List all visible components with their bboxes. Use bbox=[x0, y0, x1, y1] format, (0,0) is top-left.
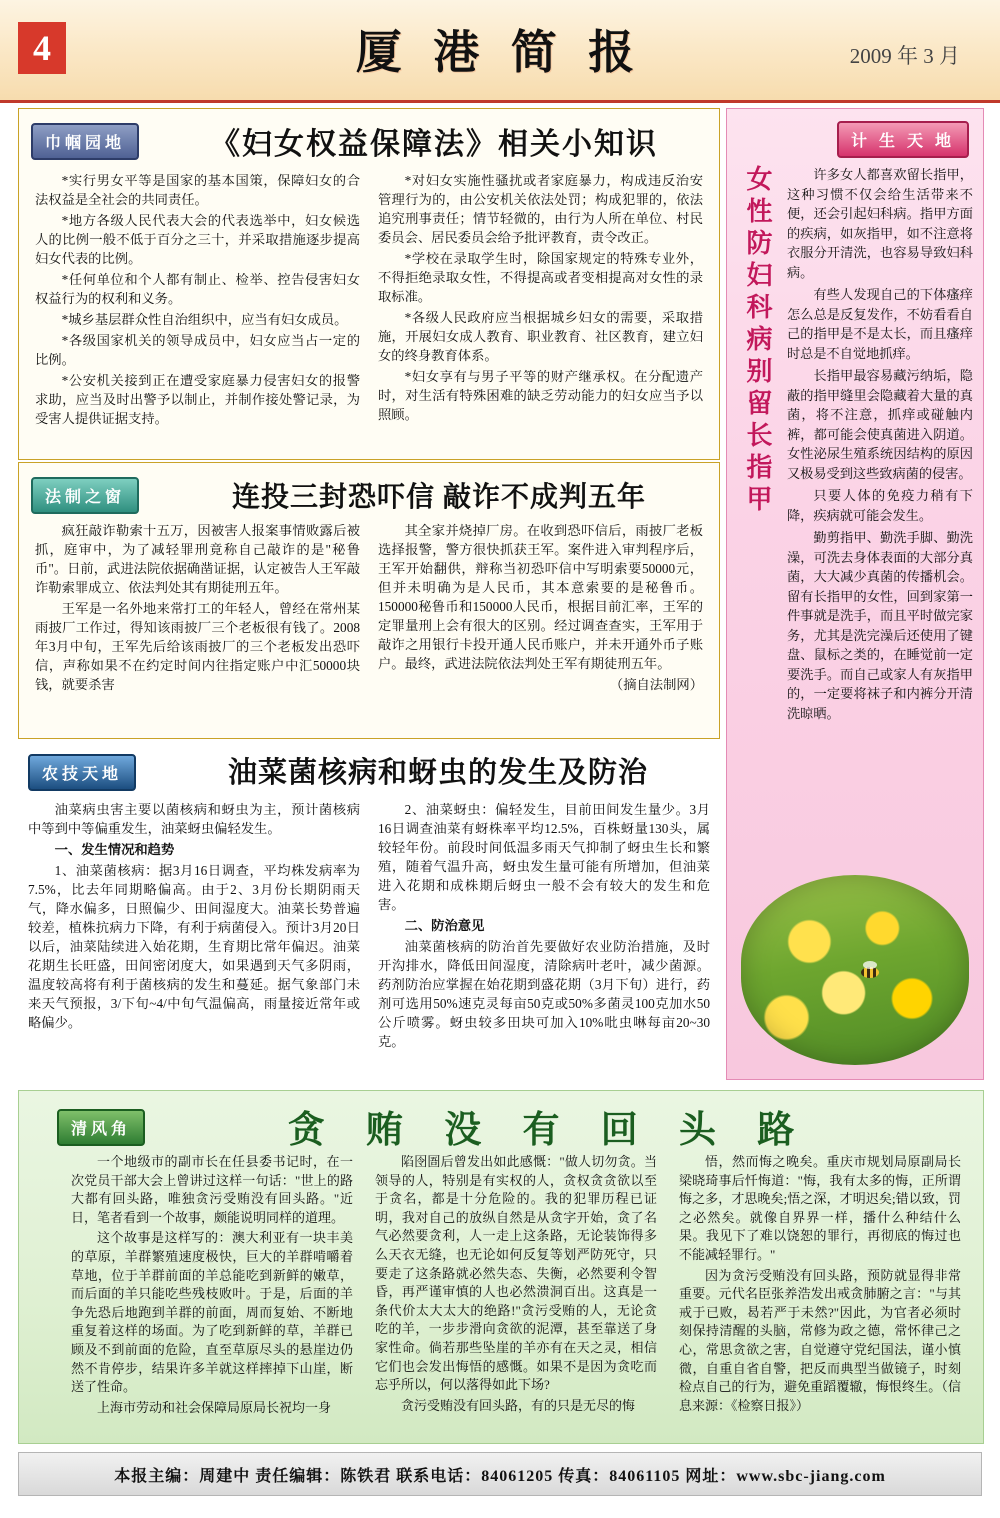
paragraph: *学校在录取学生时，除国家规定的特殊专业外，不得拒绝录取女性，不得提高或者变相提高对女性的录取标准。 bbox=[378, 251, 703, 304]
section-tag-law bbox=[31, 477, 139, 514]
paragraph: 许多女人都喜欢留长指甲，这种习惯不仅会给生活带来不便，还会引起妇科病。指甲方面的疾病，如灰指甲，如不注意将衣服分开清洗，也容易导致妇科病。 bbox=[787, 167, 973, 280]
article-corruption bbox=[18, 1090, 984, 1444]
paragraph: *妇女享有与男子平等的财产继承权。在分配遗产时，对生活有特殊困难的缺乏劳动能力的妇女应当予以照顾。 bbox=[378, 369, 703, 422]
paragraph: 2、油菜蚜虫：偏轻发生，目前田间发生量少。3月16日调查油菜有蚜株率平均12.5%，百株蚜量130头，属较轻年份。前段时间低温多雨天气抑制了蚜虫生长和繁殖，随着气温升高，蚜虫发生量可能有所增加，但油菜进入花期和成株期后蚜虫一般不会有较大的发生和危害。 bbox=[378, 802, 710, 912]
paragraph: *实行男女平等是国家的基本国策，保障妇女的合法权益是全社会的共同责任。 bbox=[35, 173, 360, 207]
section-tag-label: 农技天地 bbox=[28, 754, 136, 791]
section-tag-family-planning bbox=[837, 121, 969, 158]
section-tag-label: 法制之窗 bbox=[31, 477, 139, 514]
paragraph: 因为贪污受贿没有回头路，预防就显得非常重要。元代名臣张养浩发出戒贪肺腑之言："与其戒于已败，曷若严于未然?"因此，为官者必须时刻保持清醒的头脑，常修为政之德，常怀律己之心，常思贪欲之害，自觉遵守党纪国法，谨小慎微，自重自省自警，把反而典型当做镜子，时刻检点自己的行为，避免重蹈覆辙，悔恨终生。（信息来源：《检察日报》） bbox=[679, 1267, 961, 1413]
paragraph: 长指甲最容易藏污纳垢，隐蔽的指甲缝里会隐藏着大量的真菌，将不注意，抓痒或碰触内裤，都可能会使真菌进入阴道。女性泌尿生殖系统因结构的原因又极易受到这些致病菌的侵害。 bbox=[787, 368, 973, 481]
paragraph: 疯狂敲诈勒索十五万，因被害人报案事情败露后被抓，庭审中，为了减轻罪刑竟称自己敲诈的是"秘鲁币"。日前，武进法院依据确凿证据，认定被告人王军敲诈勒索罪成立、依法判处其有期徒刑五年。 bbox=[35, 523, 360, 595]
footer-masthead-info: 本报主编：周建中 责任编辑：陈铁君 联系电话：84061205 传真：84061105 网址：www.sbc-jiang.com bbox=[18, 1452, 982, 1496]
page-number: 4 bbox=[18, 22, 66, 74]
article-body-corruption-col1 bbox=[71, 1153, 353, 1419]
paragraph: *对妇女实施性骚扰或者家庭暴力，构成违反治安管理行为的，由公安机关依法处罚；构成犯罪的，依法追究刑事责任；情节轻微的，由行为人所在单位、村民委员会、居民委员会给予批评教育，责令改正。 bbox=[378, 173, 703, 245]
article-title-extortion: 连投三封恐吓信 敲诈不成判五年 bbox=[231, 482, 646, 513]
paragraph: 其全家并烧掉厂房。在收到恐吓信后，雨披厂老板选择报警，警方很快抓获王军。案件进入审判程序后，王军开始翻供，辩称当初恐吓信中写明索要50000元，但并未明确为是人民币，其本意索要的是秘鲁币。150000秘鲁币和150000人民币，根据目前汇率，王军的定罪量刑上会有很大的区别。经过调查查实，王军用于敲诈之用银行卡投开通人民币账户，并未开通外币子账户。最终，武进法院依法判处王军有期徒刑五年。 bbox=[378, 523, 703, 671]
paragraph: 1、油菜菌核病：据3月16日调查，平均株发病率为7.5%，比去年同期略偏高。由于2、3月份长期阴雨天气，降水偏多，日照偏少、田间湿度大。油菜长势普遍较差，植株抗病力下降，有利于病菌侵入。预计3月20日以后，油菜陆续进入始花期，生育期比常年偏迟。油菜花期生长旺盛，田间密闭度大，如果遇到天气多阴雨，温度较高将有利于菌核病的发生和蔓延。据气象部门未来天气预报，3/下旬~4/中旬气温偏高，雨量接近常年或略偏少。 bbox=[28, 863, 360, 1030]
section-tag-label: 巾帼园地 bbox=[31, 123, 139, 160]
paragraph: *地方各级人民代表大会的代表选举中，妇女候选人的比例一般不低于百分之三十，并采取措施逐步提高妇女代表的比例。 bbox=[35, 213, 360, 266]
subheading: 一、发生情况和趋势 bbox=[54, 842, 175, 857]
article-body-agri-col1 bbox=[28, 800, 360, 1053]
article-women-rights bbox=[18, 108, 720, 460]
paragraph: 上海市劳动和社会保障局原局长祝均一身 bbox=[97, 1399, 332, 1415]
masthead bbox=[0, 0, 1000, 103]
issue-date: 2009 年 3 月 bbox=[849, 44, 960, 68]
paragraph: *城乡基层群众性自治组织中，应当有妇女成员。 bbox=[61, 312, 348, 327]
section-tag-label: 计 生 天 地 bbox=[837, 121, 969, 158]
paragraph: 这个故事是这样写的：澳大利亚有一块丰美的草原，羊群繁殖速度极快，巨大的羊群啃嚼着草地，位于羊群前面的羊总能吃到新鲜的嫩草，而后面的羊只能吃些残枝败叶。于是，后面的羊争先恐后地跑到羊群的前面，周而复始、不断地重复着这样的场面。为了吃到新鲜的草，羊群已顾及不到前面的危险，直至草原尽头的悬崖边仍然不肯停步，结果许多羊就这样摔掉下山崖，断送了性命。 bbox=[71, 1230, 353, 1395]
article-source: （摘自法制网） bbox=[609, 677, 703, 692]
article-rapeseed-disease bbox=[18, 748, 718, 1078]
subheading: 二、防治意见 bbox=[404, 918, 485, 933]
paragraph: *各级人民政府应当根据城乡妇女的需要，采取措施，开展妇女成人教育、职业教育、社区教育，建立妇女的终身教育体系。 bbox=[378, 310, 703, 363]
article-body-extortion-col1 bbox=[35, 521, 360, 696]
article-extortion bbox=[18, 462, 720, 739]
article-title-women: 《妇女权益保障法》相关小知识 bbox=[210, 128, 658, 161]
paragraph: 有些人发现自己的下体瘙痒怎么总是反复发作，不妨看看自己的指甲是不是太长，而且瘙痒时总是不自觉地抓痒。 bbox=[787, 287, 973, 361]
paragraph: *任何单位和个人都有制止、检举、控告侵害妇女权益行为的权利和义务。 bbox=[35, 272, 360, 306]
article-body-women-col1 bbox=[35, 171, 360, 430]
sidebar-vertical-title: 女性防妇科病别留长指甲 bbox=[743, 165, 772, 517]
paragraph: 只要人体的免疫力稍有下降，疾病就可能会发生。 bbox=[787, 488, 973, 523]
paragraph: *公安机关接到正在遭受家庭暴力侵害妇女的报警求助，应当及时出警予以制止，并制作接处警记录，为受害人提供证据支持。 bbox=[35, 373, 360, 426]
article-body-women-col2 bbox=[378, 171, 703, 430]
rapeseed-flower-photo bbox=[741, 875, 969, 1065]
section-tag-clean-wind bbox=[57, 1109, 145, 1146]
paragraph: 悟，然而悔之晚矣。重庆市规划局原副局长梁晓琦事后忏悔道："悔，我有太多的悔，正所谓悔之多，才思晚矣;悟之深，才明迟矣;错以致，罚之必然矣。就像自界界一样，播什么种结什么果。我见下了难以饶恕的罪行，再彻底的悔过也不能减轻罪行。" bbox=[679, 1154, 961, 1262]
section-tag-women bbox=[31, 123, 139, 160]
sidebar-body bbox=[787, 165, 973, 726]
paragraph: 王军是一名外地来常打工的年轻人，曾经在常州某雨披厂工作过，得知该雨披厂三个老板很有钱了。2008年3月中旬，王军先后给该雨披厂的三个老板发出恐吓信，声称如果不在约定时间内往指定账户中汇50000块钱，就要杀害 bbox=[35, 601, 360, 692]
section-tag-agri bbox=[28, 754, 136, 791]
article-title-corruption: 贪 贿 没 有 回 头 路 bbox=[287, 1110, 811, 1151]
article-title-agri: 油菜菌核病和蚜虫的发生及防治 bbox=[227, 757, 648, 789]
article-body-corruption-col3 bbox=[679, 1153, 961, 1419]
article-body-corruption-col2 bbox=[375, 1153, 657, 1419]
paragraph: 贪污受贿没有回头路，有的只是无尽的悔 bbox=[401, 1397, 636, 1413]
paragraph: 一个地级市的副市长在任县委书记时，在一次党员干部大会上曾讲过这样一句话："世上的路大都有回头路，唯独贪污受贿没有回头路。"近日，笔者看到一个故事，颇能说明同样的道理。 bbox=[71, 1154, 353, 1225]
bee-icon bbox=[861, 967, 879, 978]
paragraph: *各级国家机关的领导成员中，妇女应当占一定的比例。 bbox=[35, 333, 360, 367]
paragraph: 勤剪指甲、勤洗手脚、勤洗澡，可洗去身体表面的大部分真菌，大大减少真菌的传播机会。留有长指甲的女性，回到家第一件事就是洗手，而且平时做完家务，尤其是洗完澡后还使用了键盘、鼠标之类的，在睡觉前一定要洗手。而自己或家人有灰指甲的，一定要将袜子和内裤分开清洗晾晒。 bbox=[787, 530, 973, 721]
paragraph: 油菜病虫害主要以菌核病和蚜虫为主，预计菌核病中等到中等偏重发生，油菜蚜虫偏轻发生。 bbox=[28, 802, 360, 836]
paragraph: 油菜菌核病的防治首先要做好农业防治措施，及时开沟排水，降低田间湿度，清除病叶老叶，减少菌源。药剂防治应掌握在始花期到盛花期（3月下旬）进行，药剂可选用50%速克灵每亩50克或50%多菌灵100克加水50公斤喷雾。蚜虫较多田块可加入10%吡虫啉每亩20~30克。 bbox=[378, 939, 710, 1049]
article-body-agri-col2 bbox=[378, 800, 710, 1053]
section-tag-label: 清风角 bbox=[57, 1109, 145, 1146]
paragraph: 陷囹圄后曾发出如此感慨："做人切勿贪。当领导的人，特别是有实权的人，贪权贪贪欲以至于贪名，都是十分危险的。我的犯罪历程已证明，我对自己的放纵自然是从贪字开始，贪了名气必然要贪利，人一走上这条路，无论装饰得多么天衣无缝，也无论如何反复等划严防死守，只要走了这条路就必然失态、失衡，必然要利令智昏，再严谨审慎的人也必然溃洞百出。这真是一条代价太大太大的绝路!"贪污受贿的人，无论贪吃的羊，一步步滑向贪欲的泥潭，甚至靠送了身家性命。倘若那些坠崖的羊亦有在天之灵，相信它们也会发出悔悟的感慨。如果不是因为贪吃而忘乎所以，何以落得如此下场? bbox=[375, 1154, 657, 1393]
publication-title: 厦 港 简 报 bbox=[355, 27, 645, 78]
article-body-extortion-col2 bbox=[378, 521, 703, 696]
sidebar-family-planning bbox=[726, 108, 984, 1080]
